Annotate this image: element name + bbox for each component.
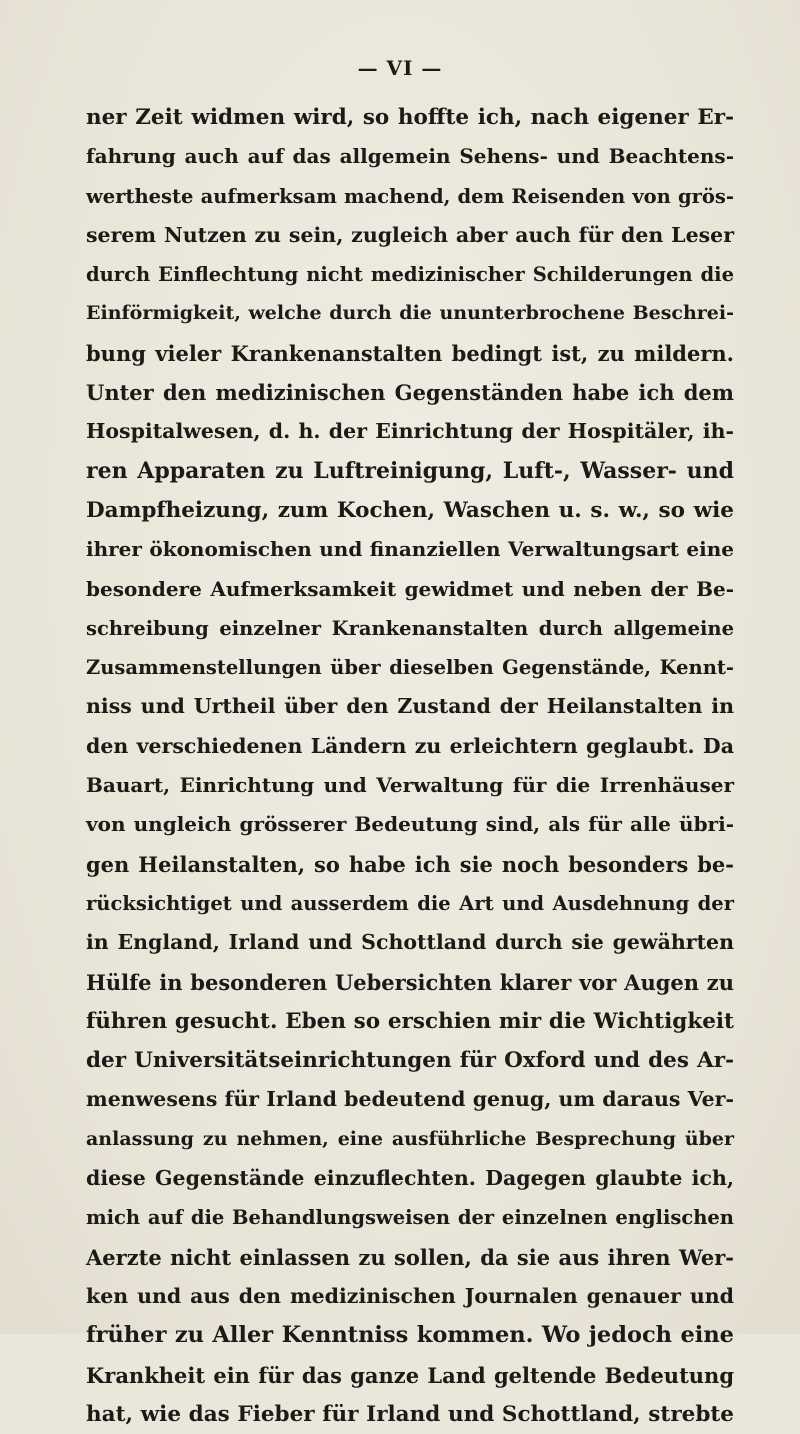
text-line: anlassung zu nehmen, eine ausführliche Besprechung über [86, 1127, 734, 1150]
text-line: Zusammenstellungen über dieselben Gegenstände, Kennt- [86, 656, 734, 680]
text-line: der Universitätseinrichtungen für Oxford und des Ar- [86, 1048, 734, 1074]
text-line: bung vieler Krankenanstalten bedingt ist, zu mildern. [86, 340, 734, 366]
text-line: besondere Aufmerksamkeit gewidmet und neben der Be- [86, 576, 734, 601]
text-line: hat, wie das Fieber für Irland und Schottland, strebte [86, 1401, 734, 1427]
page-number: — VI — [357, 56, 443, 80]
text-line: Bauart, Einrichtung und Verwaltung für die Irrenhäuser [86, 773, 734, 798]
text-line: Einförmigkeit, welche durch die ununterbrochene Beschrei- [86, 302, 734, 325]
text-line: wertheste aufmerksam machend, dem Reisenden von grös- [86, 184, 734, 208]
text-line: durch Einflechtung nicht medizinischer Schilderungen die [86, 263, 734, 287]
text-line: rücksichtiget und ausserdem die Art und Ausdehnung der [86, 891, 734, 915]
text-line: fahrung auch auf das allgemein Sehens- und Beachtens- [86, 144, 734, 169]
text-line: ner Zeit widmen wird, so hoffte ich, nach eigener Er- [86, 105, 734, 130]
text-line: gen Heilanstalten, so habe ich sie noch besonders be- [86, 851, 734, 877]
text-line: früher zu Aller Kenntniss kommen. Wo jedoch eine [86, 1322, 734, 1349]
text-line: Hospitalwesen, d. h. der Einrichtung der Hospitäler, ih- [86, 419, 734, 444]
text-line: von ungleich grösserer Bedeutung sind, als für alle übri- [86, 812, 734, 837]
text-line: schreibung einzelner Krankenanstalten durch allgemeine [86, 616, 734, 640]
text-line: führen gesucht. Eben so erschien mir die Wichtigkeit [86, 1008, 734, 1034]
text-line: diese Gegenstände einzuflechten. Dagegen glaubte ich, [86, 1166, 734, 1191]
body-text [86, 98, 734, 1434]
text-line: Hülfe in besonderen Uebersichten klarer vor Augen zu [86, 969, 734, 995]
text-line: mich auf die Behandlungsweisen der einzelnen englischen [86, 1206, 734, 1230]
text-line: niss und Urtheil über den Zustand der Heilanstalten in [86, 694, 734, 719]
text-line: ren Apparaten zu Luftreinigung, Luft-, Wasser- und [86, 457, 734, 484]
text-line: ken und aus den medizinischen Journalen genauer und [86, 1283, 734, 1308]
text-line: menwesens für Irland bedeutend genug, um daraus Ver- [86, 1087, 734, 1112]
text-line: in England, Irland und Schottland durch sie gewährten [86, 930, 734, 955]
text-line: ihrer ökonomischen und finanziellen Verwaltungsart eine [86, 537, 734, 562]
text-line: Krankheit ein für das ganze Land geltende Bedeutung [86, 1362, 734, 1388]
text-line: den verschiedenen Ländern zu erleichtern geglaubt. Da [86, 733, 734, 758]
text-line: Dampfheizung, zum Kochen, Waschen u. s. w., so wie [86, 497, 734, 523]
text-line: serem Nutzen zu sein, zugleich aber auch für den Leser [86, 222, 734, 247]
text-line: Aerzte nicht einlassen zu sollen, da sie aus ihren Wer- [86, 1244, 734, 1270]
text-line: Unter den medizinischen Gegenständen habe ich dem [86, 380, 734, 406]
